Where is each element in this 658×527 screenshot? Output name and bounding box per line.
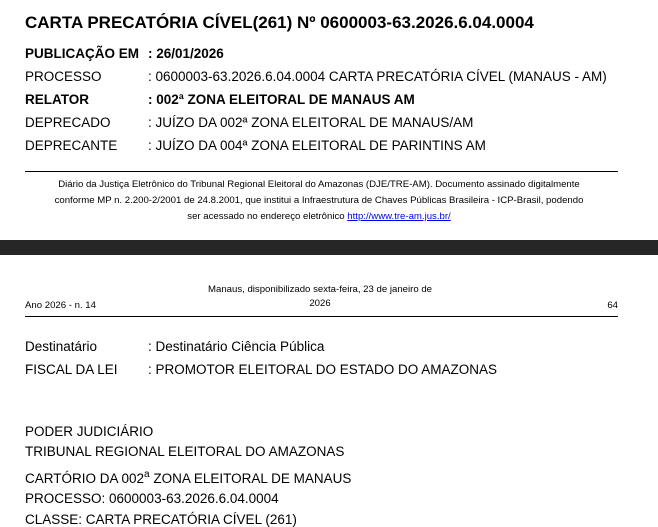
footnote-line: Diário da Justiça Eletrônico do Tribunal Regional Eleitoral do Amazonas (DJE/TRE-AM). Documento assinado digitalmente xyxy=(58,179,580,190)
field-label: FISCAL DA LEI xyxy=(25,362,118,377)
field-label: DEPRECADO xyxy=(25,115,111,130)
field-value: : Destinatário Ciência Pública xyxy=(148,339,325,354)
field-label: PROCESSO xyxy=(25,69,102,84)
footnote-separator xyxy=(25,171,618,172)
field-value: : JUÍZO DA 002ª ZONA ELEITORAL DE MANAUS/AM xyxy=(148,115,474,130)
footnote-line xyxy=(20,209,618,225)
field-value: : 0600003-63.2026.6.04.0004 CARTA PRECATÓRIA CÍVEL (MANAUS - AM) xyxy=(148,69,607,84)
footnote xyxy=(20,177,618,225)
header-date-line: Manaus, disponibilizado sexta-feira, 23 de janeiro de xyxy=(208,284,432,295)
body-line: PODER JUDICIÁRIO xyxy=(25,424,154,439)
page-break-divider xyxy=(0,240,658,255)
ordinal-superscript: a xyxy=(144,469,150,480)
body-text: ZONA ELEITORAL DE MANAUS xyxy=(149,471,352,486)
field-label: DEPRECANTE xyxy=(25,138,118,153)
field-value: : 26/01/2026 xyxy=(148,46,224,61)
header-separator xyxy=(25,316,618,317)
field-label: PUBLICAÇÃO EM xyxy=(25,46,139,61)
tre-am-link[interactable]: http://www.tre-am.jus.br/ xyxy=(347,211,451,222)
field-label: Destinatário xyxy=(25,339,98,354)
field-value: : JUÍZO DA 004ª ZONA ELEITORAL DE PARINTINS AM xyxy=(148,138,486,153)
body-line: PROCESSO: 0600003-63.2026.6.04.0004 xyxy=(25,491,279,506)
header-place-date xyxy=(120,284,520,309)
field-value: : 002ª ZONA ELEITORAL DE MANAUS AM xyxy=(148,92,415,107)
body-line: TRIBUNAL REGIONAL ELEITORAL DO AMAZONAS xyxy=(25,444,345,459)
header-date-line: 2026 xyxy=(309,298,331,309)
page-number: 64 xyxy=(607,300,618,311)
body-text: CARTÓRIO DA 002 xyxy=(25,471,145,486)
body-line-cartorio xyxy=(25,471,351,486)
field-label: RELATOR xyxy=(25,92,89,107)
issue-number: Ano 2026 - n. 14 xyxy=(25,300,96,311)
footnote-text: ser acessado no endereço eletrônico xyxy=(187,211,345,222)
cut-off-text xyxy=(25,0,29,2)
field-value: : PROMOTOR ELEITORAL DO ESTADO DO AMAZONAS xyxy=(148,362,498,377)
body-line: CLASSE: CARTA PRECATÓRIA CÍVEL (261) xyxy=(25,512,297,527)
footnote-line: conforme MP n. 2.200-2/2001 de 24.8.2001, que institui a Infraestrutura de Chaves Públicas Brasileira - ICP-Brasil, podendo xyxy=(54,195,584,206)
document-title: CARTA PRECATÓRIA CÍVEL(261) Nº 0600003-63.2026.6.04.0004 xyxy=(25,13,534,32)
